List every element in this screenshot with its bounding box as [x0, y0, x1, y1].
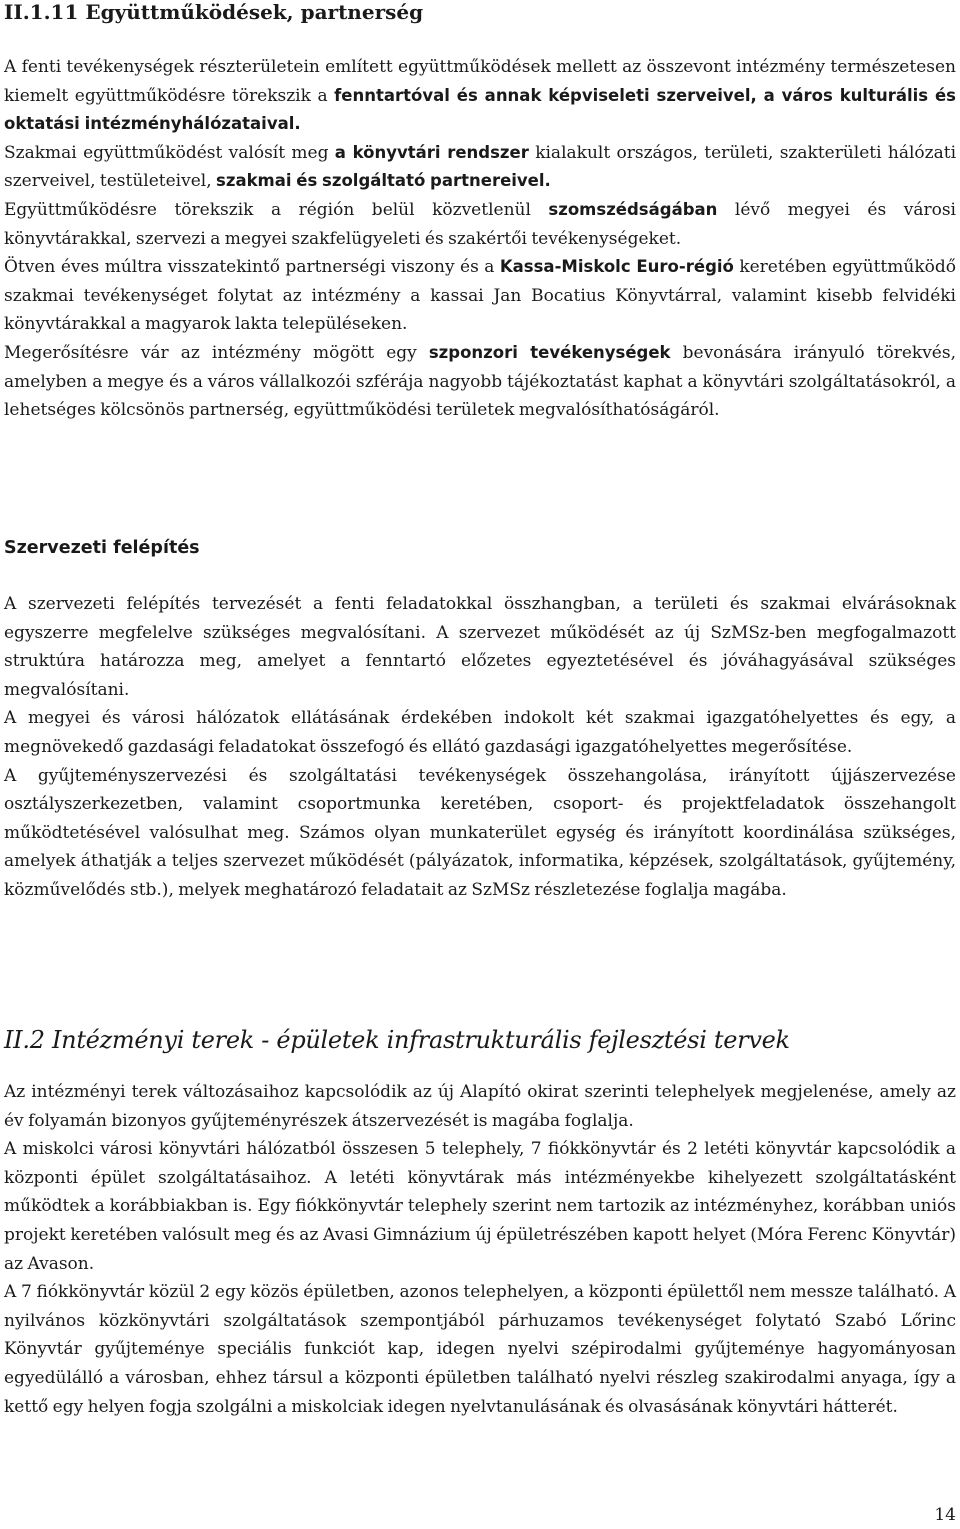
paragraph: A 7 fiókkönyvtár közül 2 egy közös épületben, azonos telephelyen, a központi épülettől nem messze található. A nyilvános közkönyvtári szolgáltatások szempontjából párhuzamos tevékenységet folytató Szabó Lőrinc Könyvtár gyűjteménye speciális funkciót kap, idegen nyelvi szépirodalmi gyűjteménye hagyományosan egyedülálló a városban, ehhez társul a központi épületben található nyelvi részleg szakirodalmi anyaga, így a kettő egy helyen fogja szolgálni a miskolciak idegen nyelvtanulásának és olvasásának könyvtári hátterét. [4, 1282, 956, 1417]
cooperation-section [4, 53, 956, 425]
bold-run: a könyvtári rendszer [334, 142, 529, 162]
text-run: A fenti tevékenységek részterületein említett együttműködések mellett az összevont intézmény természetesen kiemelt együttműködésre törekszik a [4, 57, 956, 106]
text-run: Ötven éves múltra visszatekintő partnerségi viszony és a [4, 257, 500, 278]
text-run: Megerősítésre vár az intézmény mögött egy [4, 342, 429, 363]
text-run: Szakmai együttműködést valósít meg [4, 142, 335, 163]
text-run: bevonására irányuló törekvés, amelyben a megye és a város vállalkozói szférája nagyobb tájékoztatást kaphat a könyvtári szolgáltatásokról, a lehetséges kölcsönös partnerség, együttműködési területek megvalósíthatóságáról. [4, 342, 956, 421]
bold-run: fenntartóval és annak képviseleti szerveivel, a város kulturális és oktatási intézményhálózataival. [4, 85, 956, 134]
paragraph: Az intézményi terek változásaihoz kapcsolódik az új Alapító okirat szerinti telephelyek megjelenése, amely az év folyamán bizonyos gyűjteményrészek átszervezését is magába foglalja. [4, 1082, 956, 1131]
text-run: lévő megyei és városi könyvtárakkal, szervezi a megyei szakfelügyeleti és szakértői tevékenységeket. [4, 199, 956, 249]
bold-run: szakmai és szolgáltató partnereivel. [216, 171, 551, 191]
paragraph [4, 196, 956, 253]
page-number: 14 [934, 1505, 956, 1525]
paragraph: A megyei és városi hálózatok ellátásának érdekében indokolt két szakmai igazgatóhelyettes és egy, a megnövekedő gazdasági feladatokat összefogó és ellátó gazdasági igazgatóhelyettes megerősítése. [4, 708, 956, 757]
bold-run: szponzori tevékenységek [428, 342, 671, 362]
section-heading-cooperation: II.1.11 Együttműködések, partnerség [4, 0, 424, 24]
text-run: Együttműködésre törekszik a régión belül közvetlenül [4, 199, 549, 220]
paragraph [4, 253, 956, 339]
section-heading-infrastructure: II.2 Intézményi terek - épületek infrastrukturális fejlesztési tervek [4, 1026, 790, 1054]
text-run: keretében együttműködő szakmai tevékenységet folytat az intézmény a kassai Jan Bocatius Könyvtárral, valamint kisebb felvidéki könyvtárakkal a magyarok lakta településeken. [4, 257, 956, 335]
text-run: kialakult országos, területi, szakterületi hálózati szerveivel, testületeivel, [4, 142, 957, 192]
section-heading-organization: Szervezeti felépítés [4, 538, 200, 558]
paragraph: A szervezeti felépítés tervezését a fenti feladatokkal összhangban, a területi és szakmai elvárásoknak egyszerre megfelelve szükséges megvalósítani. A szervezet működését az új SzMSz-ben megfogalmazott struktúra határozza meg, amelyet a fenntartó előzetes egyeztetésével és jóváhagyásával szükséges megvalósítani. [4, 594, 956, 700]
paragraph: A miskolci városi könyvtári hálózatból összesen 5 telephely, 7 fiókkönyvtár és 2 letéti könyvtár kapcsolódik a központi épület szolgáltatásaihoz. A letéti könyvtárak más intézményekbe kihelyezett szolgáltatásként működtek a korábbiakban is. Egy fiókkönyvtár telephely szerint nem tartozik az intézményhez, korábban uniós projekt keretében valósult meg és az Avasi Gimnázium új épületrészében kapott helyet (Móra Ferenc Könyvtár) az Avason. [4, 1139, 956, 1274]
bold-run: szomszédságában [548, 199, 718, 219]
paragraph [4, 139, 956, 196]
paragraph [4, 53, 956, 139]
organization-section [4, 590, 956, 905]
paragraph [4, 339, 956, 425]
infrastructure-section [4, 1078, 956, 1421]
bold-run: Kassa-Miskolc Euro-régió [499, 257, 734, 277]
paragraph: A gyűjteményszervezési és szolgáltatási tevékenységek összehangolása, irányított újjászervezése osztályszerkezetben, valamint csoportmunka keretében, csoport- és projektfeladatok összehangolt működtetésével valósulhat meg. Számos olyan munkaterület egység és irányított koordinálása szükséges, amelyek áthatják a teljes szervezet működését (pályázatok, informatika, képzések, szolgáltatások, gyűjtemény, közművelődés stb.), melyek meghatározó feladatait az SzMSz részletezése foglalja magába. [4, 765, 956, 900]
